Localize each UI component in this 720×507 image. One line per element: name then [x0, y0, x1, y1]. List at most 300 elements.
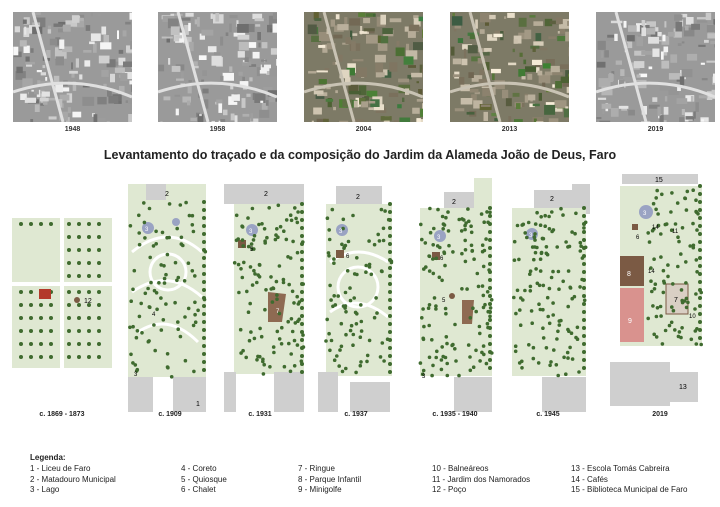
tree-mark [19, 355, 23, 359]
tree-mark [49, 222, 53, 226]
map-number: 11 [672, 229, 679, 235]
tree-mark [332, 261, 336, 265]
tree-mark [427, 324, 431, 328]
tree-mark [582, 358, 586, 362]
tree-mark [237, 291, 241, 295]
tree-mark [344, 291, 348, 295]
tree-mark [582, 226, 586, 230]
tree-mark [530, 321, 534, 325]
tree-mark [532, 346, 536, 350]
tree-mark [520, 366, 524, 370]
tree-mark [488, 211, 492, 215]
tree-mark [97, 355, 101, 359]
tree-mark [673, 328, 677, 332]
tree-mark [488, 302, 492, 306]
tree-mark [329, 298, 333, 302]
legend-item: 3 - Lago [30, 485, 60, 494]
tree-mark [19, 316, 23, 320]
tree-mark [664, 329, 668, 333]
tree-mark [162, 318, 166, 322]
tree-mark [576, 337, 580, 341]
tree-mark [202, 256, 206, 260]
tree-mark [87, 290, 91, 294]
tree-mark [654, 196, 658, 200]
tree-mark [367, 239, 371, 243]
tree-mark [660, 193, 664, 197]
tree-mark [488, 238, 492, 242]
tree-mark [138, 243, 142, 247]
tree-mark [137, 231, 141, 235]
tree-mark [685, 208, 689, 212]
tree-mark [202, 328, 206, 332]
tree-mark [698, 296, 702, 300]
tree-mark [538, 284, 542, 288]
tree-mark [662, 280, 666, 284]
map-number: 3 [422, 374, 426, 380]
tree-mark [87, 329, 91, 333]
garden-plan-1869 [12, 172, 112, 412]
tree-mark [325, 318, 329, 322]
tree-mark [348, 286, 352, 290]
tree-mark [255, 281, 259, 285]
tree-mark [488, 342, 492, 346]
tree-mark [478, 359, 482, 363]
tree-mark [244, 356, 248, 360]
tree-mark [19, 342, 23, 346]
legend-title: Legenda: [30, 453, 66, 462]
tree-mark [516, 289, 520, 293]
tree-mark [255, 358, 259, 362]
tree-mark [245, 290, 249, 294]
tree-mark [469, 316, 473, 320]
tree-mark [300, 266, 304, 270]
tree-mark [275, 297, 279, 301]
tree-mark [481, 284, 485, 288]
tree-mark [432, 272, 436, 276]
tree-mark [374, 296, 378, 300]
tree-mark [488, 366, 492, 370]
tree-mark [692, 246, 696, 250]
tree-mark [676, 235, 680, 239]
tree-mark [349, 299, 353, 303]
tree-mark [29, 222, 33, 226]
tree-mark [566, 356, 570, 360]
tree-mark [568, 245, 572, 249]
tree-mark [488, 286, 492, 290]
tree-mark [652, 202, 656, 206]
tree-mark [291, 290, 295, 294]
tree-mark [170, 375, 174, 379]
tree-mark [49, 329, 53, 333]
tree-mark [582, 334, 586, 338]
tree-mark [368, 265, 372, 269]
tree-mark [164, 273, 168, 277]
tree-mark [77, 316, 81, 320]
tree-mark [294, 217, 298, 221]
tree-mark [77, 303, 81, 307]
tree-mark [246, 216, 250, 220]
tree-mark [680, 288, 684, 292]
tree-mark [29, 290, 33, 294]
tree-mark [698, 304, 702, 308]
tree-mark [134, 363, 138, 367]
map-number: 2 [356, 194, 360, 201]
tree-mark [670, 191, 674, 195]
tree-mark [445, 342, 449, 346]
tree-mark [481, 243, 485, 247]
tree-mark [688, 244, 692, 248]
tree-mark [248, 339, 252, 343]
tree-mark [239, 267, 243, 271]
tree-mark [366, 354, 370, 358]
tree-mark [193, 313, 197, 317]
tree-mark [488, 254, 492, 258]
tree-mark [160, 328, 164, 332]
tree-mark [542, 336, 546, 340]
plan-date-label: c. 1909 [158, 411, 182, 418]
tree-mark [261, 360, 265, 364]
tree-mark [555, 245, 559, 249]
tree-mark [541, 326, 545, 330]
tree-mark [260, 335, 264, 339]
tree-mark [573, 295, 577, 299]
tree-mark [537, 361, 541, 365]
tree-mark [674, 222, 678, 226]
tree-mark [694, 198, 698, 202]
tree-mark [422, 369, 426, 373]
tree-mark [698, 192, 702, 196]
tree-mark [279, 225, 283, 229]
tree-mark [331, 208, 335, 212]
tree-mark [698, 184, 702, 188]
tree-mark [472, 365, 476, 369]
tree-mark [324, 339, 328, 343]
tree-mark [677, 240, 681, 244]
tree-mark [488, 262, 492, 266]
tree-mark [558, 319, 562, 323]
tree-mark [388, 266, 392, 270]
tree-mark [453, 347, 457, 351]
tree-mark [242, 261, 246, 265]
tree-mark [436, 208, 440, 212]
tree-mark [388, 346, 392, 350]
tree-mark [488, 246, 492, 250]
tree-mark [582, 246, 586, 250]
map-number: 7 [674, 297, 678, 304]
tree-mark [388, 250, 392, 254]
tree-mark [67, 355, 71, 359]
tree-mark [694, 292, 698, 296]
tree-mark [97, 235, 101, 239]
tree-mark [419, 223, 423, 227]
map-number: 2 [550, 196, 554, 203]
tree-mark [534, 222, 538, 226]
tree-mark [446, 374, 450, 378]
legend-item: 8 - Parque Infantil [298, 474, 362, 484]
tree-mark [202, 200, 206, 204]
tree-mark [695, 258, 699, 262]
tree-mark [330, 339, 334, 343]
tree-mark [470, 244, 474, 248]
tree-mark [297, 318, 301, 322]
tree-mark [470, 249, 474, 253]
tree-mark [463, 239, 467, 243]
tree-mark [388, 218, 392, 222]
tree-mark [388, 274, 392, 278]
legend-item: 13 - Escola Tomás Cabreira [571, 464, 670, 473]
tree-mark [332, 294, 336, 298]
tree-mark [353, 272, 357, 276]
tree-mark [698, 280, 702, 284]
tree-mark [698, 232, 702, 236]
tree-mark [344, 333, 348, 337]
tree-mark [143, 236, 147, 240]
tree-mark [551, 313, 555, 317]
tree-mark [286, 320, 290, 324]
tree-mark [552, 348, 556, 352]
tree-mark [346, 269, 350, 273]
tree-mark [349, 329, 353, 333]
aerial-photo-2019 [596, 12, 715, 122]
tree-mark [676, 201, 680, 205]
tree-mark [328, 349, 332, 353]
tree-mark [175, 279, 179, 283]
tree-mark [133, 269, 137, 273]
tree-mark [582, 238, 586, 242]
tree-mark [202, 216, 206, 220]
photo-year-label: 1958 [209, 126, 226, 133]
tree-mark [300, 218, 304, 222]
aerial-photo-1948 [13, 12, 132, 122]
tree-mark [148, 207, 152, 211]
tree-mark [140, 331, 144, 335]
tree-mark [187, 307, 191, 311]
tree-mark [19, 329, 23, 333]
legend-column [30, 464, 116, 496]
tree-mark [537, 302, 541, 306]
tree-mark [653, 287, 657, 291]
map-number: 14 [652, 225, 659, 231]
tree-mark [300, 274, 304, 278]
tree-mark [155, 308, 159, 312]
tree-mark [291, 240, 295, 244]
tree-mark [359, 364, 363, 368]
tree-mark [488, 334, 492, 338]
tree-mark [533, 238, 537, 242]
tree-mark [268, 365, 272, 369]
tree-mark [176, 320, 180, 324]
tree-mark [464, 221, 468, 225]
tree-mark [649, 279, 653, 283]
tree-mark [430, 338, 434, 342]
tree-mark [488, 222, 492, 226]
tree-mark [564, 240, 568, 244]
garden-plan-1909 [118, 172, 210, 412]
tree-mark [540, 251, 544, 255]
tree-mark [341, 370, 345, 374]
tree-mark [677, 335, 681, 339]
tree-mark [184, 201, 188, 205]
tree-mark [136, 329, 140, 333]
tree-mark [478, 325, 482, 329]
tree-mark [698, 216, 702, 220]
tree-mark [180, 236, 184, 240]
tree-mark [265, 236, 269, 240]
tree-mark [529, 289, 533, 293]
tree-mark [364, 264, 368, 268]
tree-mark [582, 366, 586, 370]
map-number: 6 [636, 235, 640, 241]
tree-mark [388, 322, 392, 326]
tree-mark [296, 221, 300, 225]
tree-mark [87, 235, 91, 239]
tree-mark [251, 207, 255, 211]
map-number: 13 [679, 384, 687, 391]
tree-mark [539, 223, 543, 227]
tree-mark [428, 207, 432, 211]
tree-mark [166, 253, 170, 257]
tree-mark [202, 248, 206, 252]
tree-mark [514, 350, 518, 354]
tree-mark [693, 307, 697, 311]
tree-mark [280, 342, 284, 346]
tree-mark [482, 344, 486, 348]
tree-mark [545, 245, 549, 249]
tree-mark [698, 336, 702, 340]
tree-mark [482, 294, 486, 298]
tree-mark [239, 351, 243, 355]
tree-mark [183, 279, 187, 283]
tree-mark [340, 322, 344, 326]
tree-mark [513, 240, 517, 244]
tree-mark [518, 308, 522, 312]
tree-mark [300, 202, 304, 206]
tree-mark [287, 342, 291, 346]
tree-mark [344, 310, 348, 314]
tree-mark [39, 316, 43, 320]
tree-mark [661, 342, 665, 346]
tree-mark [546, 315, 550, 319]
tree-mark [250, 242, 254, 246]
tree-mark [486, 290, 490, 294]
tree-mark [275, 227, 279, 231]
tree-mark [251, 283, 255, 287]
tree-mark [184, 359, 188, 363]
map-number: 4 [152, 312, 156, 318]
tree-mark [388, 370, 392, 374]
tree-mark [488, 214, 492, 218]
map-number: 3 [529, 233, 533, 239]
tree-mark [300, 298, 304, 302]
tree-mark [698, 328, 702, 332]
tree-mark [542, 284, 546, 288]
tree-mark [582, 310, 586, 314]
map-number: 2 [264, 191, 268, 198]
tree-mark [138, 315, 142, 319]
tree-mark [187, 261, 191, 265]
tree-mark [300, 346, 304, 350]
tree-mark [555, 337, 559, 341]
tree-mark [193, 301, 197, 305]
tree-mark [87, 342, 91, 346]
tree-mark [296, 210, 300, 214]
tree-mark [295, 295, 299, 299]
tree-mark [67, 261, 71, 265]
plan-date-label: c. 1931 [248, 411, 272, 418]
tree-mark [87, 222, 91, 226]
tree-mark [380, 269, 384, 273]
tree-mark [655, 189, 659, 193]
tree-mark [146, 287, 150, 291]
tree-mark [340, 345, 344, 349]
tree-mark [440, 279, 444, 283]
tree-mark [568, 286, 572, 290]
tree-mark [646, 317, 650, 321]
tree-mark [350, 324, 354, 328]
tree-mark [97, 316, 101, 320]
tree-mark [531, 245, 535, 249]
tree-mark [564, 372, 568, 376]
tree-mark [695, 228, 699, 232]
tree-mark [165, 236, 169, 240]
tree-mark [161, 231, 165, 235]
tree-mark [360, 320, 364, 324]
tree-mark [654, 282, 658, 286]
tree-mark [582, 286, 586, 290]
tree-mark [566, 328, 570, 332]
tree-mark [557, 270, 561, 274]
map-number: 3 [249, 229, 253, 235]
tree-mark [202, 208, 206, 212]
tree-mark [441, 355, 445, 359]
tree-mark [157, 281, 161, 285]
tree-mark [192, 370, 196, 374]
tree-mark [282, 278, 286, 282]
tree-mark [436, 244, 440, 248]
tree-mark [67, 235, 71, 239]
map-number: 10 [689, 314, 696, 320]
tree-mark [202, 312, 206, 316]
tree-mark [574, 212, 578, 216]
map-number: 3 [437, 235, 441, 241]
map-number: 15 [655, 177, 663, 184]
tree-mark [135, 336, 139, 340]
tree-mark [87, 355, 91, 359]
tree-mark [355, 256, 359, 260]
tree-mark [174, 261, 178, 265]
tree-mark [427, 254, 431, 258]
tree-mark [533, 232, 537, 236]
tree-mark [488, 294, 492, 298]
tree-mark [659, 255, 663, 259]
tree-mark [681, 301, 685, 305]
tree-mark [556, 374, 560, 378]
legend-column [432, 464, 530, 496]
tree-mark [388, 210, 392, 214]
tree-mark [655, 315, 659, 319]
tree-mark [476, 272, 480, 276]
tree-mark [468, 355, 472, 359]
tree-mark [694, 329, 698, 333]
tree-mark [519, 296, 523, 300]
tree-mark [430, 374, 434, 378]
tree-mark [275, 280, 279, 284]
tree-mark [77, 261, 81, 265]
tree-mark [235, 214, 239, 218]
tree-mark [272, 351, 276, 355]
tree-mark [77, 235, 81, 239]
tree-mark [388, 330, 392, 334]
